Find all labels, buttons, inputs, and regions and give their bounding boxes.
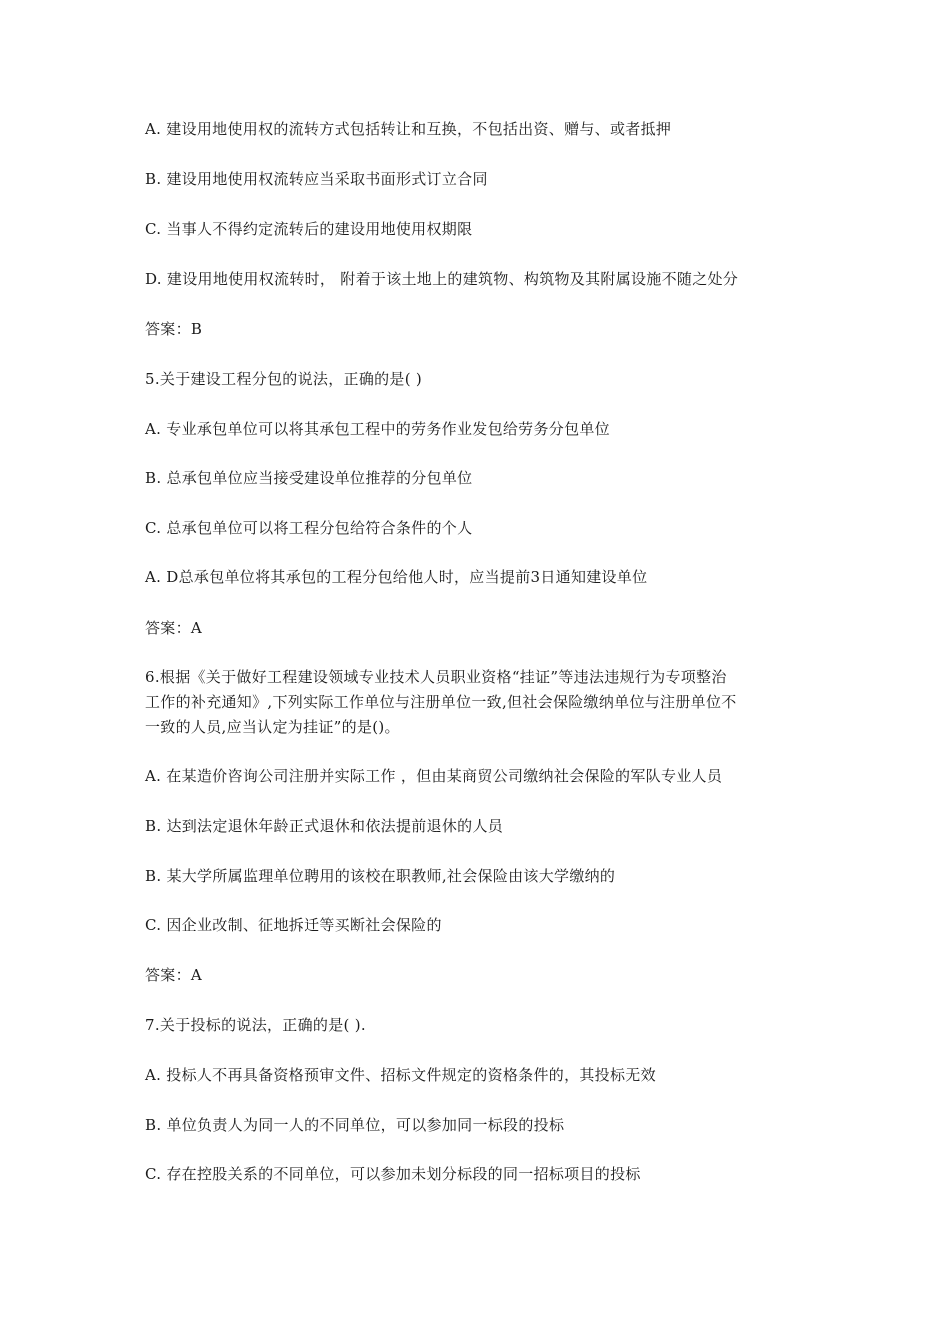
question-7: 7.关于投标的说法，正确的是( ). xyxy=(145,1016,366,1034)
question-6-line-2: 工作的补充通知》,下列实际工作单位与注册单位一致,但社会保险缴纳单位与注册单位不 xyxy=(145,693,737,711)
option-c-q7: C. 存在控股关系的不同单位，可以参加未划分标段的同一招标项目的投标 xyxy=(145,1165,641,1183)
option-c-q5: C. 总承包单位可以将工程分包给符合条件的个人 xyxy=(145,519,473,537)
question-6 xyxy=(145,665,810,740)
option-d-q4: D. 建设用地使用权流转时， 附着于该土地上的建筑物、构筑物及其附属设施不随之处分 xyxy=(145,270,739,288)
question-6-line-3: 一致的人员,应当认定为挂证”的是()。 xyxy=(145,718,400,736)
option-a-q5: A. 专业承包单位可以将其承包工程中的劳务作业发包给劳务分包单位 xyxy=(145,420,610,438)
answer-q6: 答案：A xyxy=(145,966,203,984)
option-a-q7: A. 投标人不再具备资格预审文件、招标文件规定的资格条件的，其投标无效 xyxy=(145,1066,656,1084)
answer-q5: 答案：A xyxy=(145,619,203,637)
option-a-q4: A. 建设用地使用权的流转方式包括转让和互换，不包括出资、赠与、或者抵押 xyxy=(145,120,672,138)
question-6-line-1: 6.根据《关于做好工程建设领域专业技术人员职业资格“挂证”等违法违规行为专项整治 xyxy=(145,668,727,686)
answer-q4: 答案：B xyxy=(145,320,203,338)
option-c-q4: C. 当事人不得约定流转后的建设用地使用权期限 xyxy=(145,220,473,238)
question-5: 5.关于建设工程分包的说法，正确的是( ) xyxy=(145,370,423,388)
option-c-q6: C. 因企业改制、征地拆迁等买断社会保险的 xyxy=(145,916,442,934)
option-b-q4: B. 建设用地使用权流转应当采取书面形式订立合同 xyxy=(145,170,488,188)
option-a-q6: A. 在某造价咨询公司注册并实际工作 ，但由某商贸公司缴纳社会保险的军队专业人员 xyxy=(145,767,723,785)
option-b2-q6: B. 某大学所属监理单位聘用的该校在职教师,社会保险由该大学缴纳的 xyxy=(145,867,616,885)
option-b-q6: B. 达到法定退休年龄正式退休和依法提前退休的人员 xyxy=(145,817,504,835)
option-b-q5: B. 总承包单位应当接受建设单位推荐的分包单位 xyxy=(145,469,473,487)
option-d-q5: A. D总承包单位将其承包的工程分包给他人时，应当提前3日通知建设单位 xyxy=(145,568,648,586)
option-b-q7: B. 单位负责人为同一人的不同单位，可以参加同一标段的投标 xyxy=(145,1116,565,1134)
